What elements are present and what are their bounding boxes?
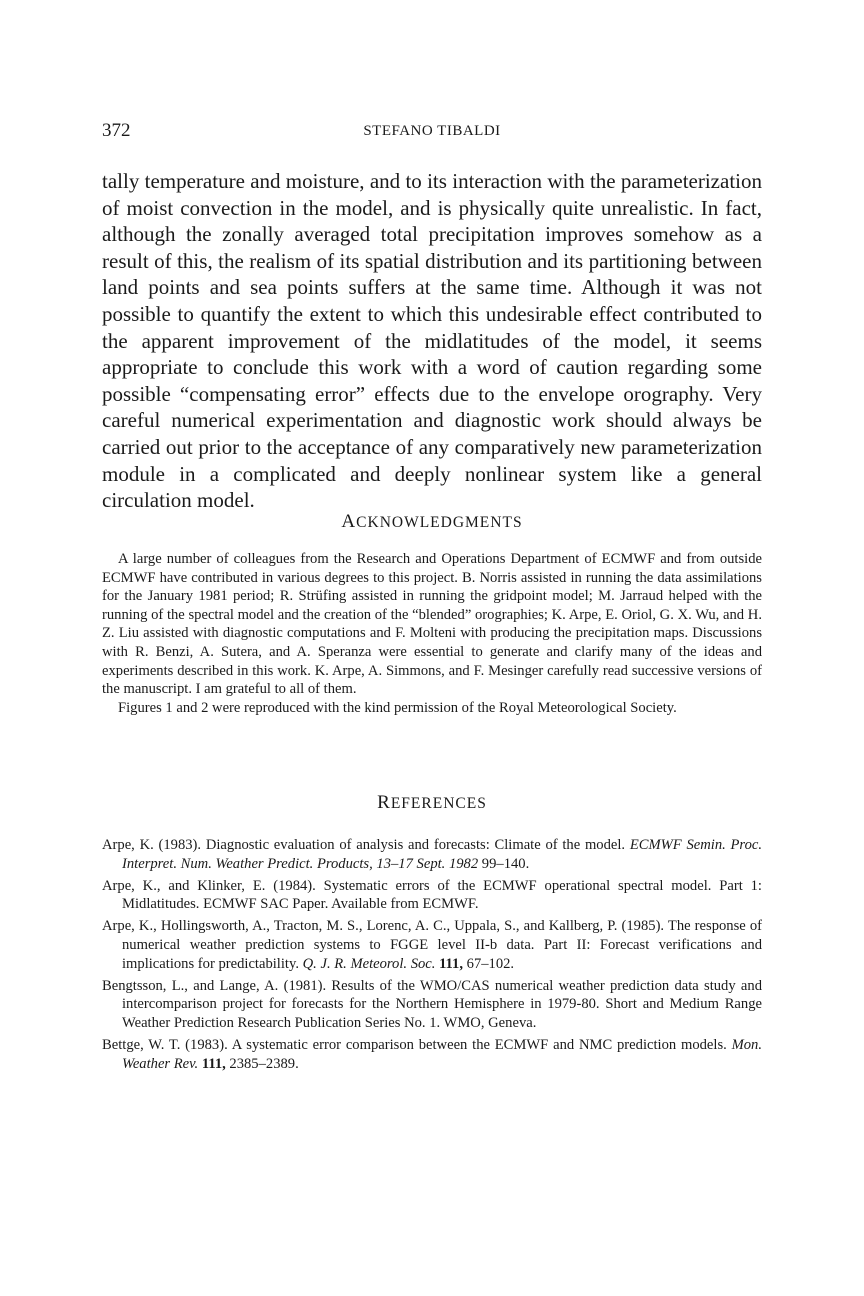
acknowledgments-text	[102, 550, 762, 717]
reference-item: Arpe, K., and Klinker, E. (1984). Systematic errors of the ECMWF operational spectral model. Part 1: Midlatitudes. ECMWF SAC Paper. Available from ECMWF.	[102, 877, 762, 913]
acknowledgments-paragraph: A large number of colleagues from the Research and Operations Department of ECMWF and from outside ECMWF have contributed in various degrees to this project. B. Norris assisted in running the data assimilations for the January 1981 period; R. Strüfing assisted in running the gridpoint model; M. Jarraud helped with the running of the spectral model and the creation of the “blended” orographies; K. Arpe, E. Oriol, G. X. Wu, and H. Z. Liu assisted with diagnostic computations and F. Molteni with producing the precipitation maps. Discussions with R. Benzi, A. Sutera, and A. Speranza were essential to generate and clarify many of the ideas and experiments described in this work. K. Arpe, A. Simmons, and F. Mesinger carefully read successive versions of the manuscript. I am grateful to all of them.	[102, 551, 762, 698]
reference-item: Arpe, K. (1983). Diagnostic evaluation of analysis and forecasts: Climate of the model. ECMWF Semin. Proc. Interpret. Num. Weather Predict. Products, 13–17 Sept. 1982 99–140.	[102, 837, 762, 872]
body-paragraph: tally temperature and moisture, and to its interaction with the parameterization of moist convection in the model, and is physically quite unrealistic. In fact, although the zonally averaged total precipitation improves somehow as a result of this, the realism of its spatial distribution and its partitioning between land points and sea points suffers at the same time. Although it was not possible to quantify the extent to which this undesirable effect contributed to the apparent improvement of the midlatitudes of the model, it seems appropriate to conclude this work with a word of caution regarding some possible “compensating error” effects due to the envelope orography. Very careful numerical experimentation and diagnostic work should always be carried out prior to the acceptance of any comparatively new parameterization module in a complicated and deeply nonlinear system like a general circulation model.	[102, 169, 762, 513]
reference-list	[102, 836, 762, 1077]
acknowledgments-heading: ACKNOWLEDGMENTS	[341, 511, 523, 532]
running-head: STEFANO TIBALDI	[363, 123, 501, 139]
reference-item: Arpe, K., Hollingsworth, A., Tracton, M. S., Lorenc, A. C., Uppala, S., and Kallberg, P. (1985). The response of numerical weather prediction systems to FGGE level II-b data. Part II: Forecast verifications and implications for predictability. Q. J. R. Meteorol. Soc. 111, 67–102.	[102, 918, 762, 972]
page-header	[102, 118, 762, 146]
page-number: 372	[102, 120, 131, 141]
acknowledgments-paragraph: Figures 1 and 2 were reproduced with the kind permission of the Royal Meteorological Society.	[118, 699, 677, 716]
reference-item: Bengtsson, L., and Lange, A. (1981). Results of the WMO/CAS numerical weather prediction data study and intercomparison project for forecasts for the Northern Hemisphere in 1979-80. Short and Medium Range Weather Prediction Research Publication Series No. 1. WMO, Geneva.	[102, 977, 762, 1031]
references-heading: REFERENCES	[377, 792, 487, 813]
reference-item: Bettge, W. T. (1983). A systematic error comparison between the ECMWF and NMC prediction models. Mon. Weather Rev. 111, 2385–2389.	[102, 1036, 762, 1072]
